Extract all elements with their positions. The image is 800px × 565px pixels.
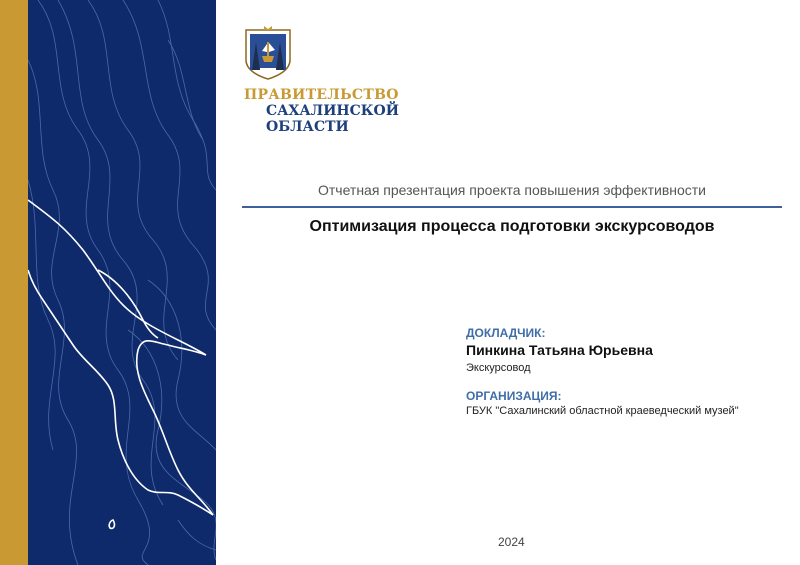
speaker-info-block: [466, 326, 786, 418]
contour-lines-graphic: [28, 0, 216, 565]
gov-title-line2: САХАЛИНСКОЙ: [266, 103, 399, 119]
speaker-label: ДОКЛАДЧИК:: [466, 326, 546, 340]
gov-title-line1: ПРАВИТЕЛЬСТВО: [244, 87, 399, 103]
presentation-year: 2024: [498, 535, 525, 549]
divider-line: [242, 206, 782, 208]
organization-label: ОРГАНИЗАЦИЯ:: [466, 389, 562, 403]
speaker-role: Экскурсовод: [466, 362, 531, 374]
government-logo-text: [244, 87, 399, 135]
gov-title-line3: ОБЛАСТИ: [266, 119, 349, 135]
presentation-title: Оптимизация процесса подготовки экскурсоводов: [309, 218, 715, 235]
speaker-name: Пинкина Татьяна Юрьевна: [466, 342, 653, 358]
sakhalin-coat-of-arms-icon: [242, 26, 294, 80]
presentation-subtitle: Отчетная презентация проекта повышения эффективности: [317, 182, 707, 198]
island-contour-map: [28, 0, 216, 565]
gold-side-strip: [0, 0, 28, 565]
organization-name: ГБУК "Сахалинский областной краеведческий музей": [466, 405, 739, 417]
